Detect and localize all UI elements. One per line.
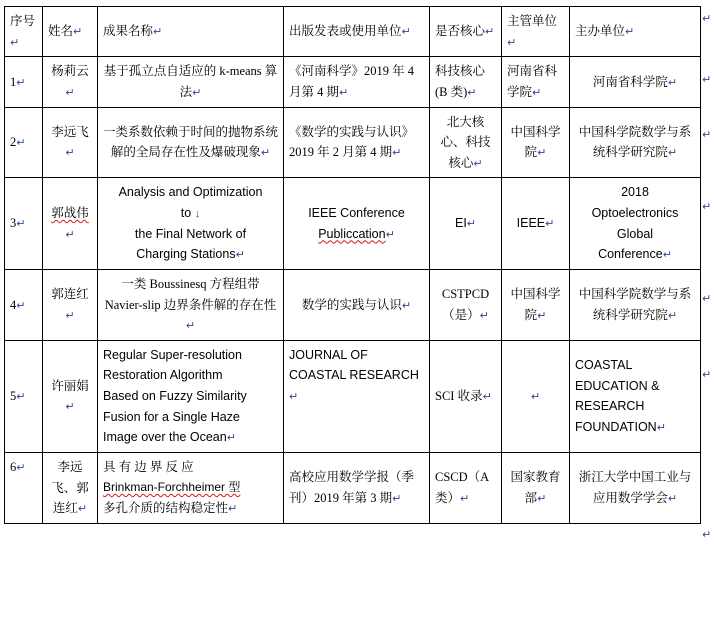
publisher-line: JOURNAL OF — [289, 347, 368, 362]
cell-no: 3↵ — [5, 178, 43, 270]
paragraph-mark-icon: ↵ — [385, 228, 395, 241]
table-header-row — [5, 7, 701, 57]
row-end-mark-icon: ↵ — [702, 13, 712, 25]
paragraph-mark-icon: ↵ — [16, 218, 26, 231]
achievement-line: 具 有 边 界 反 应 — [103, 460, 194, 475]
achievement-line: Regular Super-resolution — [103, 347, 242, 362]
paragraph-mark-icon: ↵ — [473, 157, 483, 170]
cell-achievement: 一类系数依赖于时间的抛物系统解的全局存在性及爆破现象↵ — [98, 107, 284, 178]
publisher-line: IEEE Conference — [308, 206, 405, 220]
cell-host-unit: 河南省科学院↵ — [570, 57, 701, 107]
host-unit-line: Optoelectronics — [591, 206, 679, 220]
host-unit-line: COASTAL — [575, 358, 633, 373]
paragraph-mark-icon: ↵ — [77, 503, 88, 516]
paragraph-mark-icon: ↵ — [153, 26, 163, 39]
column-header-core: 是否核心↵ — [430, 7, 502, 57]
cell-name: 郭战伟↵ — [43, 178, 98, 270]
paragraph-mark-icon: ↵ — [537, 492, 547, 505]
achievement-line: Image over the Ocean↵ — [103, 430, 236, 445]
cell-achievement: 基于孤立点自适应的 k-means 算法↵ — [98, 57, 284, 107]
table-row — [5, 340, 701, 452]
cell-achievement — [98, 340, 284, 452]
paragraph-mark-icon: ↵ — [235, 249, 245, 262]
table-row — [5, 57, 701, 107]
cell-admin-unit — [502, 340, 570, 452]
achievement-line: to ↓ — [180, 206, 201, 220]
paragraph-mark-icon: ↵ — [260, 147, 271, 160]
cell-achievement: 一类 Boussinesq 方程组带 Navier-slip 边界条件解的存在性↵ — [98, 269, 284, 340]
column-header-admin-unit: 主管单位↵ — [502, 7, 570, 57]
cell-publisher — [284, 178, 430, 270]
paragraph-mark-icon: ↵ — [192, 86, 202, 99]
column-header-publisher: 出版发表或使用单位↵ — [284, 7, 430, 57]
cell-admin-unit: 中国科学院↵ — [502, 269, 570, 340]
row-end-mark-icon: ↵ — [702, 201, 712, 213]
paragraph-mark-icon: ↵ — [228, 502, 238, 515]
cell-publisher: 《数学的实践与认识》2019 年 2 月第 4 期↵ — [284, 107, 430, 178]
cell-core: CSCD（A 类）↵ — [430, 452, 502, 523]
cell-no: 2↵ — [5, 107, 43, 178]
cell-publisher: 数学的实践与认识↵ — [284, 269, 430, 340]
cell-name: 郭连红↵ — [43, 269, 98, 340]
paragraph-mark-icon: ↵ — [537, 147, 547, 160]
line-break-mark-icon: ↓ — [194, 208, 201, 220]
publisher-line: Publiccation↵ — [318, 226, 395, 241]
paragraph-mark-icon: ↵ — [545, 218, 555, 231]
paragraph-mark-icon: ↵ — [185, 320, 196, 333]
cell-admin-unit: 国家教育部↵ — [502, 452, 570, 523]
cell-host-unit: 浙江大学中国工业与应用数学学会↵ — [570, 452, 701, 523]
column-header-no: 序号↵ — [5, 7, 43, 57]
paragraph-mark-icon: ↵ — [16, 391, 26, 403]
cell-publisher: 高校应用数学学报（季刊）2019 年第 3 期↵ — [284, 452, 430, 523]
achievement-line: Analysis and Optimization — [118, 185, 263, 200]
paragraph-mark-icon: ↵ — [530, 391, 541, 403]
paragraph-mark-icon: ↵ — [460, 492, 470, 505]
cell-host-unit — [570, 340, 701, 452]
achievement-line: Based on Fuzzy Similarity — [103, 389, 247, 403]
paragraph-mark-icon: ↵ — [392, 492, 402, 505]
table-row — [5, 269, 701, 340]
achievement-line: Restoration Algorithm — [103, 368, 223, 383]
paragraph-mark-icon: ↵ — [667, 76, 678, 89]
paragraph-mark-icon: ↵ — [226, 432, 236, 445]
paragraph-mark-icon: ↵ — [73, 26, 83, 39]
paragraph-mark-icon: ↵ — [16, 137, 26, 150]
achievement-line: the Final Network of — [134, 226, 247, 241]
cell-name: 李远飞↵ — [43, 107, 98, 178]
cell-no: 4↵ — [5, 269, 43, 340]
achievement-line: Brinkman-Forchheimer 型 — [103, 479, 241, 494]
paragraph-mark-icon: ↵ — [537, 309, 547, 322]
cell-admin-unit: IEEE↵ — [502, 178, 570, 270]
paragraph-mark-icon: ↵ — [65, 309, 75, 322]
paragraph-mark-icon: ↵ — [65, 86, 75, 99]
table-row — [5, 452, 701, 523]
publisher-line: COASTAL RESEARCH ↵ — [289, 368, 419, 403]
achievement-line: 多孔介质的结构稳定性↵ — [103, 500, 238, 515]
column-header-achievement: 成果名称↵ — [98, 7, 284, 57]
cell-core: EI↵ — [430, 178, 502, 270]
paragraph-mark-icon: ↵ — [16, 76, 26, 89]
paragraph-mark-icon: ↵ — [507, 36, 517, 49]
cell-name: 杨莉云↵ — [43, 57, 98, 107]
paragraph-mark-icon: ↵ — [656, 421, 666, 434]
paragraph-mark-icon: ↵ — [667, 147, 678, 160]
achievements-table — [4, 6, 701, 524]
cell-no: 5↵ — [5, 340, 43, 452]
paragraph-mark-icon: ↵ — [401, 299, 412, 312]
table-row — [5, 178, 701, 270]
column-header-host-unit: 主办单位↵ — [570, 7, 701, 57]
cell-name: 李远飞、郭连红↵ — [43, 452, 98, 523]
paragraph-mark-icon: ↵ — [65, 147, 75, 160]
cell-core: 北大核心、科技核心↵ — [430, 107, 502, 178]
paragraph-mark-icon: ↵ — [479, 309, 489, 322]
paragraph-mark-icon: ↵ — [339, 86, 349, 99]
cell-no: 1↵ — [5, 57, 43, 107]
paragraph-mark-icon: ↵ — [667, 492, 678, 505]
paragraph-mark-icon: ↵ — [466, 218, 477, 231]
cell-publisher — [284, 340, 430, 452]
row-end-mark-icon: ↵ — [702, 529, 712, 541]
host-unit-line: 2018 — [621, 185, 649, 200]
cell-admin-unit: 中国科学院↵ — [502, 107, 570, 178]
achievement-line: Fusion for a Single Haze — [103, 409, 240, 424]
paragraph-mark-icon: ↵ — [485, 26, 495, 39]
host-unit-line: RESEARCH — [575, 399, 645, 414]
column-header-name: 姓名↵ — [43, 7, 98, 57]
cell-admin-unit: 河南省科学院↵ — [502, 57, 570, 107]
cell-no: 6↵ — [5, 452, 43, 523]
cell-achievement — [98, 178, 284, 270]
paragraph-mark-icon: ↵ — [65, 228, 75, 241]
paragraph-mark-icon: ↵ — [10, 36, 20, 49]
row-end-mark-icon: ↵ — [702, 74, 712, 86]
paragraph-mark-icon: ↵ — [289, 391, 299, 403]
row-end-mark-icon: ↵ — [702, 129, 712, 141]
cell-host-unit — [570, 178, 701, 270]
cell-host-unit: 中国科学院数学与系统科学研究院↵ — [570, 107, 701, 178]
host-unit-line: EDUCATION & — [575, 378, 660, 393]
cell-host-unit: 中国科学院数学与系统科学研究院↵ — [570, 269, 701, 340]
paragraph-mark-icon: ↵ — [532, 86, 542, 99]
paragraph-mark-icon: ↵ — [16, 299, 26, 312]
cell-achievement — [98, 452, 284, 523]
paragraph-mark-icon: ↵ — [16, 461, 26, 474]
row-end-mark-icon: ↵ — [702, 369, 712, 381]
cell-name: 许丽娟↵ — [43, 340, 98, 452]
host-unit-line: FOUNDATION↵ — [575, 419, 666, 434]
paragraph-mark-icon: ↵ — [65, 401, 75, 414]
table-row — [5, 107, 701, 178]
host-unit-line: Global — [616, 226, 654, 241]
paragraph-mark-icon: ↵ — [401, 26, 411, 39]
paragraph-mark-icon: ↵ — [392, 147, 402, 160]
achievement-line: Charging Stations↵ — [136, 247, 245, 262]
row-end-mark-icon: ↵ — [702, 293, 712, 305]
paragraph-mark-icon: ↵ — [625, 26, 635, 39]
cell-publisher: 《河南科学》2019 年 4 月第 4 期↵ — [284, 57, 430, 107]
paragraph-mark-icon: ↵ — [662, 249, 672, 262]
host-unit-line: Conference↵ — [598, 247, 672, 262]
paragraph-mark-icon: ↵ — [467, 86, 477, 99]
paragraph-mark-icon: ↵ — [482, 391, 492, 403]
paragraph-mark-icon: ↵ — [667, 309, 678, 322]
cell-core: SCI 收录↵ — [430, 340, 502, 452]
cell-core: CSTPCD（是）↵ — [430, 269, 502, 340]
cell-core: 科技核心(B 类)↵ — [430, 57, 502, 107]
